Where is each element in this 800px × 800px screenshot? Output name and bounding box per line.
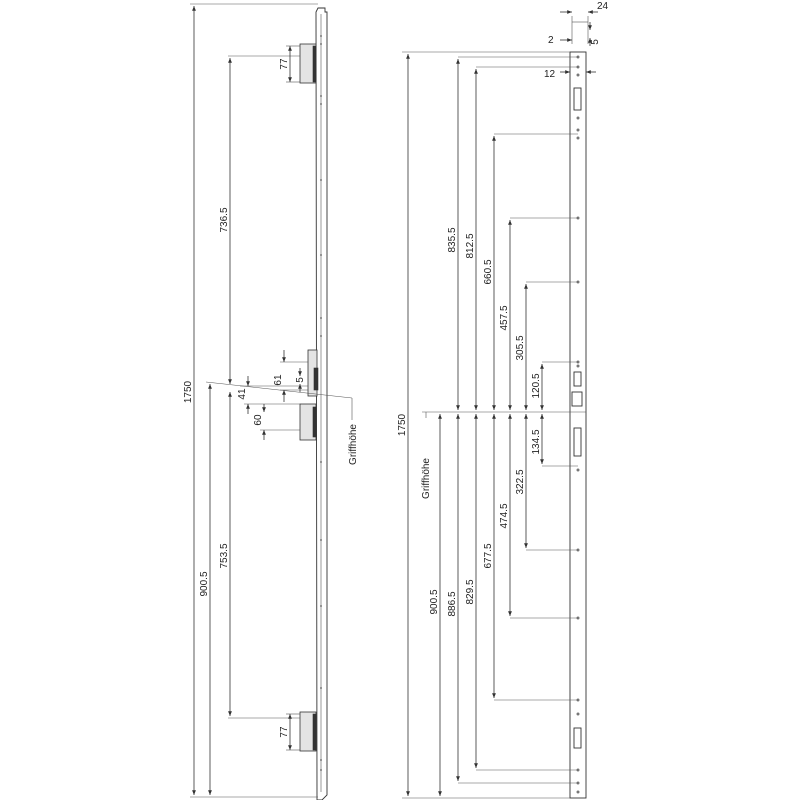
right-view — [397, 1, 609, 798]
right-upper-dim-2: 660.5 — [483, 259, 494, 285]
right-upper-dim-3: 457.5 — [499, 305, 510, 331]
left-upper-lock-distance: 736.5 — [219, 207, 230, 233]
left-view — [183, 4, 359, 800]
right-upper-dim-5: 120.5 — [531, 373, 542, 399]
left-dim-60: 60 — [253, 414, 264, 426]
left-handle-height-value: 900.5 — [199, 571, 210, 597]
right-detail-5: 5 — [590, 39, 601, 45]
right-handle-height-value: 900.5 — [429, 589, 440, 615]
right-lower-dim-4: 829.5 — [465, 579, 476, 605]
left-dim-61: 61 — [273, 374, 284, 386]
left-lower-bolt-dimension: 77 — [279, 726, 290, 738]
left-overall-length: 1750 — [183, 380, 194, 404]
left-handle-height-label: Griffhöhe — [348, 424, 359, 465]
right-lower-dim-3: 677.5 — [483, 543, 494, 569]
left-lower-hook-bolt — [300, 712, 316, 751]
right-lower-dim-0: 134.5 — [531, 429, 542, 455]
right-detail-24: 24 — [597, 1, 609, 12]
left-dim-41: 41 — [237, 388, 248, 400]
right-overall-length: 1750 — [397, 413, 408, 437]
right-upper-dim-1: 812.5 — [465, 233, 476, 259]
left-faceplate — [316, 8, 327, 800]
right-lower-dim-1: 322.5 — [515, 469, 526, 495]
right-upper-dim-0: 835.5 — [447, 227, 458, 253]
right-faceplate — [570, 52, 586, 798]
right-upper-dim-4: 305.5 — [515, 335, 526, 361]
right-detail-12: 12 — [544, 69, 556, 80]
left-upper-bolt-dimension: 77 — [279, 58, 290, 70]
left-main-lock — [300, 350, 318, 440]
left-lower-lock-distance: 753.5 — [219, 543, 230, 569]
right-lower-dim-5: 886.5 — [447, 591, 458, 617]
left-upper-hook-bolt — [300, 44, 316, 83]
right-lower-dimensions — [447, 414, 578, 783]
right-upper-dimensions — [447, 57, 578, 410]
right-detail-2: 2 — [548, 35, 554, 46]
left-dim-5: 5 — [295, 377, 306, 383]
right-handle-height-label: Griffhöhe — [421, 458, 432, 499]
right-lower-dim-2: 474.5 — [499, 503, 510, 529]
